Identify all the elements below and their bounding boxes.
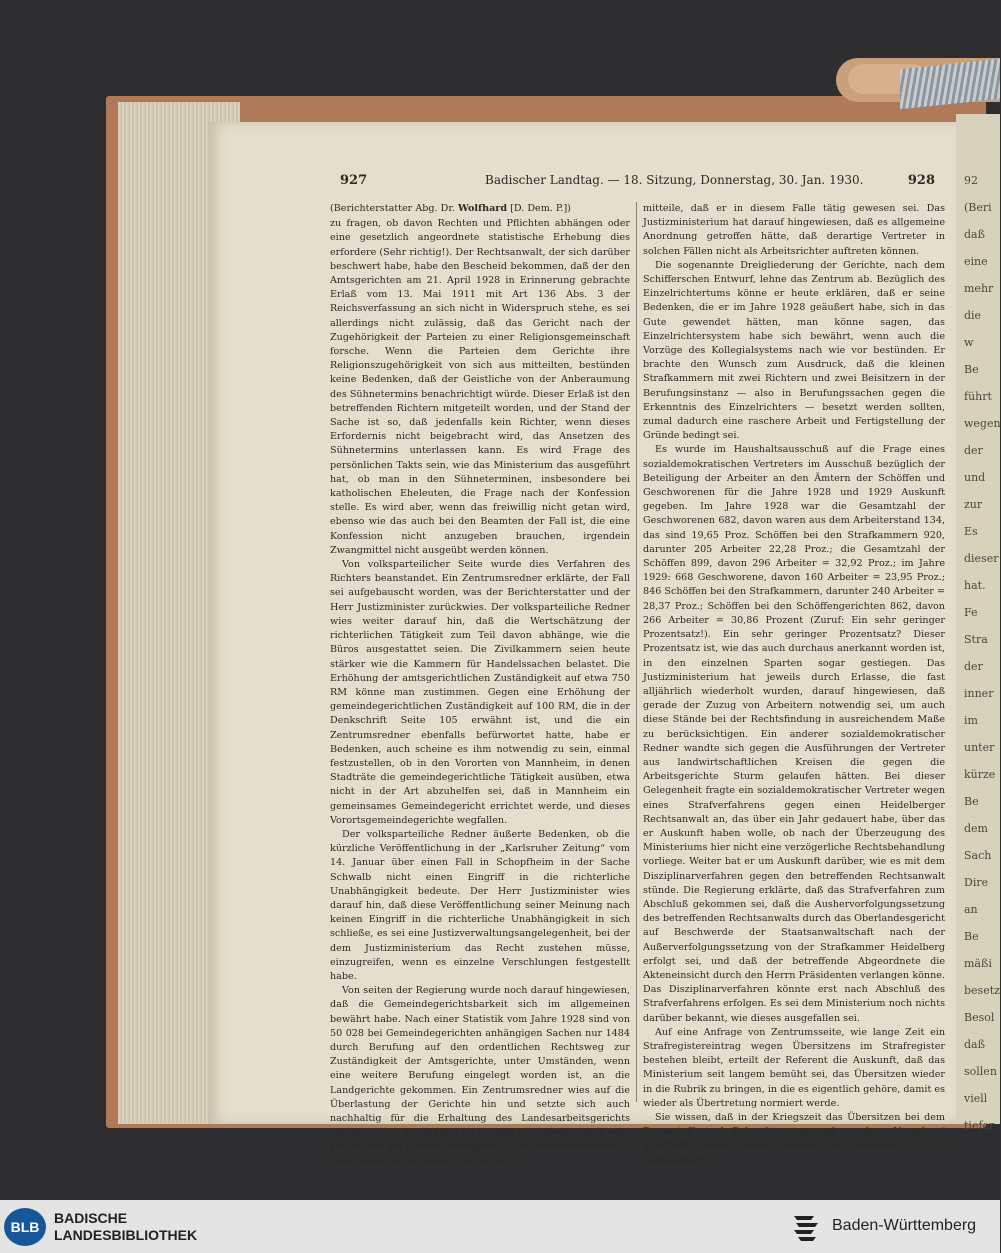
- paragraph: zu fragen, ob davon Rechten und Pflichten abhängen oder eine gesetzlich angeordnete statistische Erhebung dies erfordere (Sehr richtig!). Der Rechtsanwalt, der sich darüber beschwert habe, habe den Bescheid bekommen, daß der den Amtsgerichten am 21. April 1928 in Erinnerung gebrachte Erlaß vom 13. Mai 1911 mit Art 136 Abs. 3 der Reichsverfassung an sich nicht in Widerspruch stehe, es sei allerdings nicht zulässig, daß das Gericht nach der Zugehörigkeit der Parteien zu einer Religionsgemeinschaft forsche. Wenn die Parteien dem Gerichte ihre Religionszugehörigkeit von sich aus mitteilten, bestünden keine Bedenken, daß der Geistliche von der Anberaumung des Sühnetermins benachrichtigt würde. Dieser Erlaß ist den betreffenden Richtern mitgeteilt worden, und der Stand der Sache ist so, daß jedenfalls kein Richter, wenn dieses Erfordernis nicht beigebracht wird, das Ansetzen des Sühnetermins unterlassen kann. Es wird Frage des persönlichen Takts sein, wie das Ministerium das ausgeführt hat, ob man in den Sühneterminen, insbesondere bei katholischen Eheleuten, die Frage nach der Konfession stelle. Es wird aber, wenn das freiwillig nicht getan wird, ebenso wie das auch bei den Beamten der Fall ist, die eine Konfession nicht anzugeben brauchen, irgendein Zwangmittel nicht ausgeübt werden können.: [330, 218, 630, 556]
- running-title: Badischer Landtag. — 18. Sitzung, Donnerstag, 30. Jan. 1930.: [485, 173, 864, 187]
- adjacent-page-text-fragment: die: [964, 309, 982, 322]
- library-name[interactable]: BADISCHE LANDESBIBLIOTHEK: [54, 1210, 198, 1243]
- adjacent-page-text-fragment: sollen: [964, 1065, 997, 1078]
- adjacent-page-text-fragment: kürze: [964, 768, 996, 781]
- adjacent-page-text-fragment: wegen: [964, 417, 1001, 430]
- adjacent-page-text-fragment: mäßi: [964, 957, 992, 970]
- adjacent-page-text-fragment: 92: [964, 174, 978, 187]
- page-number-left: 927: [340, 173, 368, 188]
- speaker-attribution: (Berichterstatter Abg. Dr. Wolfhard [D. Dem. P.]): [330, 203, 571, 214]
- adjacent-page-edge: [956, 114, 1001, 1132]
- adjacent-page-text-fragment: Be: [964, 363, 979, 376]
- adjacent-page-text-fragment: (Beri: [964, 201, 992, 214]
- adjacent-page-text-fragment: Sach: [964, 849, 992, 862]
- paragraph: Der volksparteiliche Redner äußerte Bedenken, ob die kürzliche Veröffentlichung in der „Karlsruher Zeitung“ vom 14. Januar über einen Fall in Schopfheim in der Sache Schwalb nicht einen Eingriff in die richterliche Unabhängigkeit bedeute. Der Herr Justizminister wies darauf hin, daß diese Veröffentlichung seiner Meinung nach keinen Eingriff in die richterliche Unabhängigkeit in sich schließe, es sei eine Justizverwaltungsangelegenheit, bei der dem Justizministerium das Recht zustehen müsse, einzugreifen, wenn es einzelne Verschlungen festgestellt habe.: [330, 828, 630, 982]
- adjacent-page-text-fragment: Be: [964, 795, 979, 808]
- text-column-right: [643, 202, 945, 1166]
- adjacent-page-text-fragment: daß: [964, 228, 985, 241]
- adjacent-page-text-fragment: führt: [964, 390, 992, 403]
- adjacent-page-text-fragment: Be: [964, 930, 979, 943]
- paragraph: Die sogenannte Dreigliederung der Gerichte, nach dem Schifferschen Entwurf, lehne das Zentrum ab. Bezüglich des Einzelrichtertums könne er heute erklären, daß er seine Bedenken, die er im Jahre 1928 geäußert habe, sich in das Gute gewendet hätten, man könne sagen, das Einzelrichtersystem habe sich bewährt, wenn auch die Vorzüge des Kollegialsystems nach wie vor bestünden. Er brachte den Wunsch zum Ausdruck, daß die kleinen Strafkammern mit zwei Richtern und zwei Beisitzern in der Berufungsinstanz — also in Berufungssachen gegen die Erkenntnis des Einzelrichters — besetzt werden sollten, zumal dadurch eine raschere Arbeit und Fertigstellung der Gründe bedingt sei.: [643, 259, 945, 442]
- adjacent-page-text-fragment: Es: [964, 525, 978, 538]
- adjacent-page-text-fragment: dem: [964, 822, 988, 835]
- adjacent-page-text-fragment: der: [964, 660, 983, 673]
- adjacent-page-text-fragment: Dire: [964, 876, 989, 889]
- adjacent-page-text-fragment: im: [964, 714, 978, 727]
- page-header: [340, 173, 935, 193]
- adjacent-page-text-fragment: der: [964, 444, 983, 457]
- paragraph: Es wurde im Haushaltsausschuß auf die Frage eines sozialdemokratischen Vertreters im Ausschuß bezüglich der Beteiligung der Arbeiter an den Ämtern der Schöffen und Geschworenen für die Jahre 1928 und 1929 Auskunft gegeben. Im Jahre 1928 war die Gesamtzahl der Geschworenen 682, davon waren aus dem Arbeiterstand 134, das sind 19,65 Proz. Schöffen bei den Strafkammern 920, darunter 205 Arbeiter 22,28 Proz.; die Gesamtzahl der Schöffen 899, davon 296 Arbeiter = 32,92 Proz.; im Jahre 1929: 668 Geschworene, davon 160 Arbeiter = 23,95 Proz.; 846 Schöffen bei den Strafkammern, darunter 240 Arbeiter = 28,37 Proz.; Schöffen bei den Schöffengerichten 862, davon 266 Arbeiter = 30,86 Prozent (Zuruf: Ein sehr geringer Prozentsatz!). Ein sehr geringer Prozentsatz? Dieser Prozentsatz ist, wie das auch durchaus anerkannt worden ist, in den einzelnen Sparten sogar gestiegen. Das Justizministerium hat jeweils durch Erlasse, die fast alljährlich wiederholt wurden, darauf hingewiesen, daß gerade der Zuzug von Arbeitern notwendig sei, um auch diese Stände bei der Rechtsfindung in ausreichendem Maße zu berücksichtigen. Ein anderer sozialdemokratischer Redner wandte sich gegen die Ausführungen der Vertreter aus landwirtschaftlichen Kreisen die gegen die Arbeitsgerichte Sturm gelaufen hätten. Bei dieser Gelegenheit fragte ein sozialdemokratischer Vertreter wegen eines Strafverfahrens gegen einen Heidelberger Rechtsanwalt an, das über ein Jahr gedauert habe, über das er Auskunft haben wolle, ob nach der Überzeugung des Ministeriums hier nicht eine verzögerliche Rechtsbehandlung vorliege. Weiter bat er um Auskunft darüber, wie es mit dem Disziplinarverfahren gegen den betreffenden Rechtsanwalt stünde. Die Regierung erklärte, daß das Strafverfahren zum Abschluß gekommen sei, daß die Aushervorfolgungssetzung des betreffenden Rechtsanwalts durch das Oberlandesgericht auf Beschwerde der Staatsanwaltschaft nach der Außerverfolgungssetzung von der Strafkammer Heidelberg erfolgt sei, und daß der betreffende Abgeordnete die Akteneinsicht durch den Herrn Präsidenten verlangen könne. Das Disziplinarverfahren könnte erst nach Abschluß des Strafverfahrens erfolgen. Es sei dem Ministerium noch nichts darüber bekannt, wie dieses ausgefallen sei.: [643, 444, 945, 1024]
- adjacent-page-text-fragment: und: [964, 471, 986, 484]
- adjacent-page-text-fragment: Besol: [964, 1011, 995, 1024]
- adjacent-page-text-fragment: mehr: [964, 282, 994, 295]
- column-divider: [636, 202, 637, 1102]
- adjacent-page-text-fragment: w: [964, 336, 974, 349]
- adjacent-page-text-fragment: Fe: [964, 606, 978, 619]
- paragraph: Sie wissen, daß in der Kriegszeit das Übersitzen bei dem Brennstoff- und Beleuchtungsmangel zu den „Vergehen“ überführt wurde. Dieser Zustand ist geblieben. Es ist beabsichtigt,: [643, 1112, 945, 1166]
- paragraph: Von seiten der Regierung wurde noch darauf hingewiesen, daß die Gemeindegerichtsbarkeit sich im allgemeinen bewährt habe. Nach einer Statistik vom Jahre 1928 sind von 50 028 bei Gemeindegerichten anhängigen Sachen nur 1484 durch Berufung auf den ordentlichen Rechtsweg zur Zuständigkeit der Amtsgerichte, unter Umständen, wenn eine weitere Berufung eingelegt worden ist, an die Landgerichte gekommen. Ein Zentrumsredner wies auf die Überlastung der Gerichte hin und setzte sich auch nachhaltig für die Erhaltung des Landesarbeitsgerichts Offenburg ein. Unzulässig sei es, daß ein Arbeitsrichter oder ein Richter am Landesarbeitsgericht, der Rechtsauskünfte in einer Sache erteilt habe, erst im Termin: [330, 985, 630, 1167]
- adjacent-page-text-fragment: an: [964, 903, 978, 916]
- page-number-right: 928: [907, 173, 935, 188]
- baden-wuerttemberg-lions-icon[interactable]: [790, 1210, 824, 1244]
- paragraph: Von volksparteilicher Seite wurde dies Verfahren des Richters beanstandet. Ein Zentrumsredner erklärte, der Fall sei aufgebauscht worden, was der Berichterstatter und der Herr Justizminister zurückwies. Der volksparteiliche Redner wies weiter darauf hin, daß die Wertschätzung der richterlichen Tätigkeit zum Teil davon abhänge, wie die Büros ausgestattet seien. Die Zivilkammern seien heute stärker wie die Kammern für Handelssachen belastet. Die Erhöhung der amtsgerichtlichen Zuständigkeit auf etwa 750 RM könne man zustimmen. Gegen eine Erhöhung der gemeindegerichtlichen Zuständigkeit auf 100 RM, die in der Denkschrift Seite 105 erwähnt ist, und die ein Zentrumsredner ebenfalls befürwortet hatte, habe er Bedenken, auch scheine es ihm notwendig zu sein, einmal festzustellen, ob in den Vororten von Mannheim, in denen Stadträte die gemeindegerichtliche Tätigkeit ausüben, etwa nicht in der Art abzuhelfen sei, daß in Mannheim ein gemeinsames Gemeindegericht errichtet werde, und dieses Vorortsgemeindegerichte wegfallen.: [330, 559, 630, 826]
- paragraph: mitteile, daß er in diesem Falle tätig gewesen sei. Das Justizministerium hat darauf hingewiesen, daß es allgemeine Anordnung getroffen hätte, daß derartige Vertreter in solchen Fällen nicht als Arbeitsrichter auftreten können.: [643, 203, 945, 257]
- adjacent-page-text-fragment: unter: [964, 741, 995, 754]
- blb-logo-badge[interactable]: BLB: [4, 1208, 46, 1246]
- adjacent-page-text-fragment: dieser: [964, 552, 999, 565]
- speaker-name: Wolfhard: [457, 203, 508, 214]
- adjacent-page-text-fragment: zur: [964, 498, 983, 511]
- adjacent-page-text-fragment: daß: [964, 1038, 985, 1051]
- state-name[interactable]: Baden-Württemberg: [832, 1217, 977, 1234]
- adjacent-page-text-fragment: hat.: [964, 579, 986, 592]
- text-column-left: [330, 202, 630, 1167]
- adjacent-page-text-fragment: tiefer: [964, 1119, 995, 1132]
- library-footer-bar: [0, 1200, 1000, 1253]
- paragraph: Auf eine Anfrage von Zentrumsseite, wie lange Zeit ein Strafregistereintrag wegen Übersitzens im Strafregister bestehen bleibt, erteilt der Referent die Auskunft, daß das Ministerium seit langem bemüht sei, das Übersitzen wieder in die Rubrik zu bringen, in die es eigentlich gehöre, damit es wieder als Übertretung normiert werde.: [643, 1026, 945, 1109]
- adjacent-page-text-fragment: inner: [964, 687, 994, 700]
- adjacent-page-text-fragment: Stra: [964, 633, 988, 646]
- adjacent-page-text-fragment: eine: [964, 255, 988, 268]
- adjacent-page-text-fragment: viell: [964, 1092, 988, 1105]
- adjacent-page-text-fragment: besetz: [964, 984, 1000, 997]
